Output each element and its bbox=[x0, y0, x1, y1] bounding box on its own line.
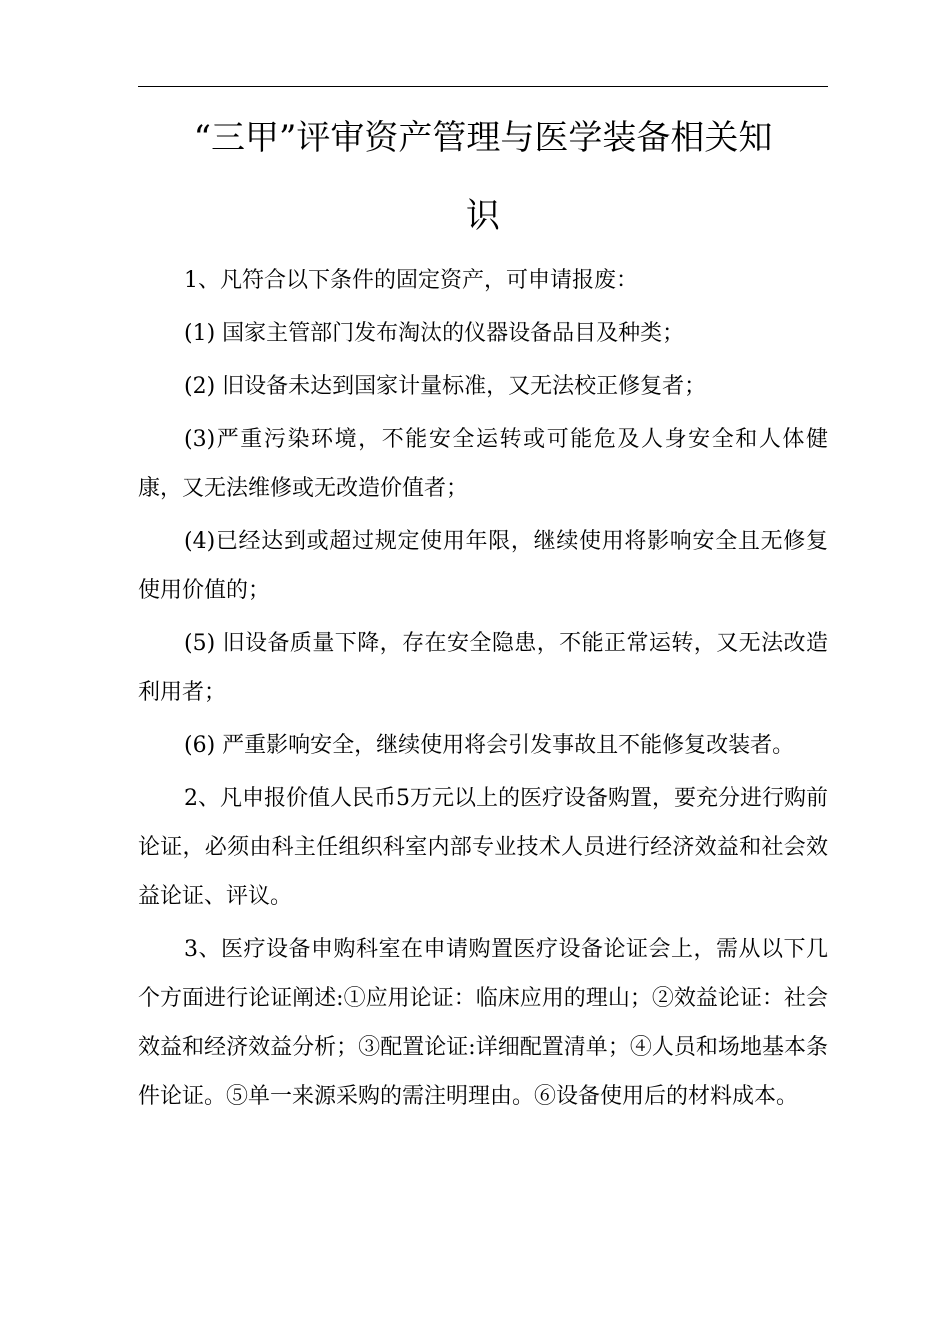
paragraph-subitem-3: (3)严重污染环境，不能安全运转或可能危及人身安全和人体健康，又无法维修或无改造价值者； bbox=[138, 427, 828, 501]
paragraph-item-2: 2、凡申报价值人民币5万元以上的医疗设备购置，要充分进行购前论证，必须由科主任组织科室内部专业技术人员进行经济效益和社会效益论证、评议。 bbox=[138, 786, 828, 909]
document-title-line1: “三甲”评审资产管理与医学装备相关知 bbox=[193, 118, 773, 158]
paragraph-subitem-4: (4)已经达到或超过规定使用年限，继续使用将影响安全且无修复使用价值的； bbox=[138, 529, 828, 603]
paragraph-item-3: 3、医疗设备申购科室在申请购置医疗设备论证会上，需从以下几个方面进行论证阐述:①应用论证：临床应用的理山；②效益论证：社会效益和经济效益分析；③配置论证:详细配置清单；④人员和场地基本条件论证。⑤单一来源采购的需注明理由。⑥设备使用后的材料成本。 bbox=[138, 937, 828, 1109]
header-rule bbox=[138, 86, 828, 87]
paragraph-subitem-2: (2) 旧设备未达到国家计量标准，又无法校正修复者； bbox=[184, 374, 707, 399]
document-body bbox=[138, 256, 828, 1121]
paragraph-subitem-6: (6) 严重影响安全，继续使用将会引发事故且不能修复改装者。 bbox=[184, 733, 795, 758]
paragraph-item-1: 1、凡符合以下条件的固定资产，可申请报废： bbox=[184, 268, 638, 293]
document-title-line2: 识 bbox=[466, 196, 500, 236]
paragraph-subitem-5: (5) 旧设备质量下降，存在安全隐患，不能正常运转，又无法改造利用者； bbox=[138, 631, 828, 705]
paragraph-subitem-1: (1) 国家主管部门发布淘汰的仪器设备品目及种类； bbox=[184, 321, 685, 346]
